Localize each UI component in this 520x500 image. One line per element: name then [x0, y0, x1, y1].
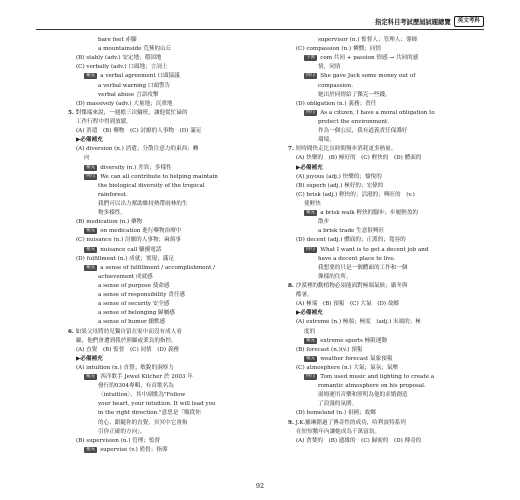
line-text: (B) forecast (n.)(v.) 預報: [296, 346, 363, 353]
text-line: [288, 118, 506, 127]
line-text: a sense of responsibility 責任感: [98, 292, 186, 299]
text-line: [288, 391, 506, 400]
text-line: [68, 437, 286, 446]
text-line: [68, 45, 286, 54]
text-line: [288, 54, 506, 63]
text-line: [68, 145, 286, 154]
line-text: diversity (n.) 差異；多樣性: [100, 164, 172, 171]
line-text: 度的: [304, 328, 316, 335]
line-text: (B) superb (adj.) 極好的；宏偉的: [296, 182, 384, 189]
note-tag: 補充: [86, 228, 96, 234]
line-text: (D) obligation (n.) 義務；責任: [296, 100, 377, 107]
text-line: [288, 173, 506, 182]
line-text: 了浪漫的氛圍。: [318, 401, 358, 408]
question-number: 5.: [68, 109, 74, 116]
line-text: 酷暑。: [296, 292, 313, 299]
text-line: [68, 182, 286, 191]
line-text: 使輕快: [304, 200, 321, 207]
text-line: [68, 337, 286, 346]
text-line: [68, 127, 286, 136]
text-line: [68, 400, 286, 409]
line-text: (A) 快樂的 (B) 極好的 (C) 輕快的 (D) 體面的: [296, 155, 422, 162]
text-line: [68, 255, 286, 264]
line-text: a sense of fulfillment / accomplishment /: [100, 264, 215, 271]
text-line: [68, 118, 286, 127]
note-tag: 補充: [86, 264, 96, 270]
right-column: [288, 36, 506, 446]
text-line: [68, 246, 286, 255]
text-line: [68, 36, 286, 45]
text-line: [68, 173, 286, 182]
text-line: [288, 100, 506, 109]
line-text: 環境。: [318, 137, 335, 144]
line-text: 沙漠裡的動植物必須能面對極端氣候；嚴冬與: [295, 282, 408, 289]
text-line: [288, 72, 506, 81]
line-text: (A) joyous (adj.) 快樂的；愉悅的: [296, 173, 382, 180]
line-text: As a citizen, I have a moral obligation to: [320, 109, 435, 116]
note-tag: 例句: [306, 374, 316, 380]
text-line: [288, 291, 506, 300]
text-line: [288, 255, 506, 264]
text-line: [68, 291, 286, 300]
text-line: [68, 100, 286, 109]
text-line: [68, 373, 286, 382]
text-line: [288, 300, 506, 309]
line-text: rainforest.: [98, 191, 128, 198]
text-line: [288, 346, 506, 355]
line-text: (C) atmosphere (n.) 大氣；氣氛；氣壓: [296, 364, 399, 371]
line-text: a verbal warning 口頭警告: [98, 82, 171, 89]
text-line: [288, 400, 506, 409]
line-text: compassion.: [318, 82, 353, 89]
line-text: 〈intuition〉，其中副歌為"Follow: [98, 392, 186, 399]
text-line: [68, 227, 286, 236]
line-text: 我們可以出力幫助維持熱帶雨林的生: [98, 200, 188, 207]
line-text: a mountainside 荒蕪的山丘: [98, 46, 172, 53]
left-column: [68, 36, 286, 455]
line-text: 我想要的只是一個體面的工作和一個: [318, 264, 408, 271]
text-line: [288, 437, 506, 446]
question-number: 7.: [288, 146, 294, 153]
text-line: [288, 191, 506, 200]
section-heading: [288, 309, 506, 318]
line-text: a verbal agreement 口頭協議: [100, 73, 180, 80]
line-text: have a decent place to live.: [318, 255, 396, 262]
line-text: 向: [84, 155, 90, 162]
text-line: [288, 36, 506, 45]
line-text: Tom used music and lighting to create a: [320, 374, 435, 381]
question-line: [288, 419, 506, 428]
line-text: 短時間快走比長時間慢步消耗更多熱量。: [295, 146, 397, 153]
line-text: 情，同情: [318, 64, 341, 71]
line-text: a sense of belonging 歸屬感: [98, 310, 175, 317]
line-text: verbal abuse 言語攻擊: [98, 91, 159, 98]
line-text: ▶必備補充: [76, 355, 103, 362]
note-tag: 補充: [306, 337, 316, 343]
line-text: a sense of security 安全感: [98, 301, 170, 308]
text-line: [288, 154, 506, 163]
text-line: [288, 82, 506, 91]
line-text: (B) supervision (n.) 管理；監督: [76, 437, 161, 444]
question-line: [68, 109, 286, 118]
line-text: 的心、跟隨你的直覺，冥冥中它會指: [98, 419, 188, 426]
subject-badge: 英文考科: [454, 16, 484, 27]
text-line: [68, 154, 286, 163]
line-text: (C) verbally (adv.) 口頭地；言詞上: [76, 64, 168, 71]
line-text: 發行的0304專輯，有首歌名為: [98, 383, 174, 390]
note-tag: 補充: [86, 164, 96, 170]
text-line: [288, 364, 506, 373]
line-text: in the right direction."意思是「順從你: [98, 410, 201, 417]
text-line: [288, 136, 506, 145]
line-text: 湯姆運用音樂和照明為他的求婚創造: [318, 392, 408, 399]
line-text: 引你正確的方向」。: [98, 428, 146, 435]
line-text: weather forecast 氣象預報: [320, 355, 393, 362]
line-text: 工作行程中得到放鬆。: [76, 118, 132, 125]
line-text: 她出於同情給了傑克一些錢。: [318, 91, 391, 98]
line-text: (D) fulfillment (n.) 成就；實現；滿足: [76, 255, 174, 262]
text-line: [68, 318, 286, 327]
question-number: 6.: [68, 328, 74, 335]
text-line: [288, 355, 506, 364]
section-heading: [68, 136, 286, 145]
line-text: supervisor (n.) 監督人；管理人；導師: [318, 37, 418, 43]
line-text: nuisance call 騷擾電話: [100, 246, 162, 253]
text-line: [288, 236, 506, 245]
note-tag: 例句: [306, 109, 316, 115]
text-line: [68, 309, 286, 318]
line-text: (D) massively (adv.) 大量地；沉重地: [76, 100, 173, 107]
section-heading: [288, 164, 506, 173]
question-number: 8.: [288, 282, 294, 289]
text-line: [68, 282, 286, 291]
line-text: (B) medication (n.) 藥物: [76, 219, 143, 226]
page-number: 92: [255, 482, 265, 490]
line-text: (A) 貪婪的 (B) 遺緣的 (C) 歸密的 (D) 傳奇的: [296, 437, 422, 444]
note-tag: 補充: [86, 374, 96, 380]
line-text: (C) brisk (adj.) 輕快的；活潑的；興旺的 (v.): [296, 191, 415, 198]
line-text: ▶必備補充: [296, 164, 323, 171]
line-text: on medication 進行藥物治療中: [100, 228, 182, 235]
line-text: achievement 成就感: [98, 273, 153, 280]
text-line: [288, 218, 506, 227]
line-text: ▶必備補充: [296, 310, 323, 317]
line-text: 散步: [318, 219, 330, 226]
line-text: She gave Jack some money out of: [320, 73, 416, 80]
note-tag: 例句: [86, 173, 96, 179]
line-text: protect the environment.: [318, 118, 390, 125]
text-line: [68, 54, 286, 63]
text-line: [68, 200, 286, 209]
note-tag: 補充: [306, 210, 316, 216]
line-text: (A) 極端 (B) 預報 (C) 大氣 (D) 故鄉: [296, 301, 400, 308]
text-line: [68, 164, 286, 173]
line-text: (A) intuition (n.) 直覺；敏銳的洞察力: [76, 364, 174, 371]
line-text: bare feet 赤腳: [98, 37, 137, 43]
line-text: your heart, your intuition. It will lead you: [98, 401, 216, 408]
text-line: [288, 246, 506, 255]
question-number: 9.: [288, 419, 294, 426]
text-line: [288, 382, 506, 391]
line-text: We can all contribute to helping maintain: [100, 173, 218, 180]
text-line: [68, 419, 286, 428]
text-line: [288, 337, 506, 346]
line-text: (C) compassion (n.) 憐憫；同情: [296, 46, 381, 53]
note-tag: 補充: [86, 446, 96, 452]
text-line: [68, 72, 286, 81]
text-line: [288, 109, 506, 118]
note-tag: 字源: [306, 55, 316, 61]
line-text: supervise (v.) 監督；指導: [100, 446, 168, 453]
text-line: [68, 409, 286, 418]
text-line: [68, 218, 286, 227]
line-text: a sense of purpose 使命感: [98, 282, 170, 289]
text-line: [288, 91, 506, 100]
text-line: [68, 364, 286, 373]
line-text: 作為一個公民，我有道義責任保護好: [318, 128, 408, 135]
line-text: a brisk walk 輕快的腳步；步履輕盈的: [320, 210, 419, 217]
text-line: [68, 382, 286, 391]
text-line: [68, 264, 286, 273]
line-text: ▶必備補充: [76, 137, 103, 144]
text-line: [288, 127, 506, 136]
text-line: [68, 91, 286, 100]
text-line: [68, 209, 286, 218]
text-line: [68, 428, 286, 437]
text-line: [288, 45, 506, 54]
line-text: the biological diversity of the tropical: [98, 182, 205, 189]
text-line: [68, 82, 286, 91]
text-line: [288, 273, 506, 282]
line-text: 如果父母將幼兒獨自留在家中而沒有成人看: [75, 328, 182, 335]
line-text: (A) 直覺 (B) 監督 (C) 同情 (D) 義務: [76, 346, 180, 353]
line-text: a sense of humor 幽默感: [98, 319, 166, 326]
line-text: What I want is to get a decent job and: [320, 246, 429, 253]
line-text: 物多樣性。: [98, 210, 126, 217]
text-line: [68, 446, 286, 455]
text-line: [288, 209, 506, 218]
note-tag: 例句: [306, 73, 316, 79]
text-line: [288, 428, 506, 437]
line-text: 顧，他們會遭到我於照顧或業負的指控。: [76, 337, 177, 344]
line-text: a brisk trade 生意很興旺: [318, 228, 385, 235]
note-tag: 補充: [306, 355, 316, 361]
text-line: [68, 346, 286, 355]
question-line: [68, 328, 286, 337]
question-line: [288, 282, 506, 291]
line-text: com 共同 + passion 情感 → 共同的感: [320, 55, 419, 62]
text-line: [288, 227, 506, 236]
line-text: (A) extreme (n.) 極端；極度 (adj.) 末端的；極: [296, 319, 421, 326]
text-line: [288, 373, 506, 382]
text-line: [288, 409, 506, 418]
line-text: (A) 消遣 (B) 藥物 (C) 討厭的人事物 (D) 滿足: [76, 128, 202, 135]
note-tag: 補充: [86, 73, 96, 79]
text-line: [288, 200, 506, 209]
line-text: 西洋歌手 Jewel Kilcher 於 2003 年: [100, 374, 193, 381]
header-title: 指定科目考試歷屆試題總覽: [375, 18, 451, 26]
text-line: [68, 391, 286, 400]
line-text: (D) homeland (n.) 祖國；故鄉: [296, 410, 376, 417]
line-text: romantic atmosphere on his proposal.: [318, 383, 426, 390]
question-line: [288, 145, 506, 154]
line-text: (B) stably (adv.) 安定地；穩固地: [76, 55, 162, 62]
note-tag: 補充: [86, 246, 96, 252]
text-line: [68, 300, 286, 309]
line-text: 在短短數年內讓她成為千萬富翁。: [296, 428, 380, 435]
text-line: [68, 191, 286, 200]
page-header: [36, 14, 484, 28]
line-text: (D) decent (adj.) 體面的；正派的；寬容的: [296, 237, 406, 244]
note-tag: 例句: [306, 246, 316, 252]
text-line: [288, 264, 506, 273]
line-text: extreme sports 極限運動: [320, 337, 388, 344]
text-line: [68, 273, 286, 282]
line-text: J.K.羅琳錯過了傳奇性的成功，哈利波特系列: [295, 419, 406, 426]
text-line: [288, 318, 506, 327]
section-heading: [68, 355, 286, 364]
text-line: [288, 63, 506, 72]
text-line: [288, 182, 506, 191]
line-text: 對傑瑞來說，一週擔三次輪班，讓他從忙碌的: [75, 109, 188, 116]
line-text: 像樣的住所。: [318, 273, 352, 280]
line-text: (C) nuisance (n.) 討厭的人事物；麻煩事: [76, 237, 181, 244]
text-line: [288, 328, 506, 337]
header-divider: [36, 29, 484, 30]
line-text: (A) diversion (n.) 消遣；分散注意力的東西；轉: [76, 146, 199, 153]
text-line: [68, 236, 286, 245]
text-line: [68, 63, 286, 72]
